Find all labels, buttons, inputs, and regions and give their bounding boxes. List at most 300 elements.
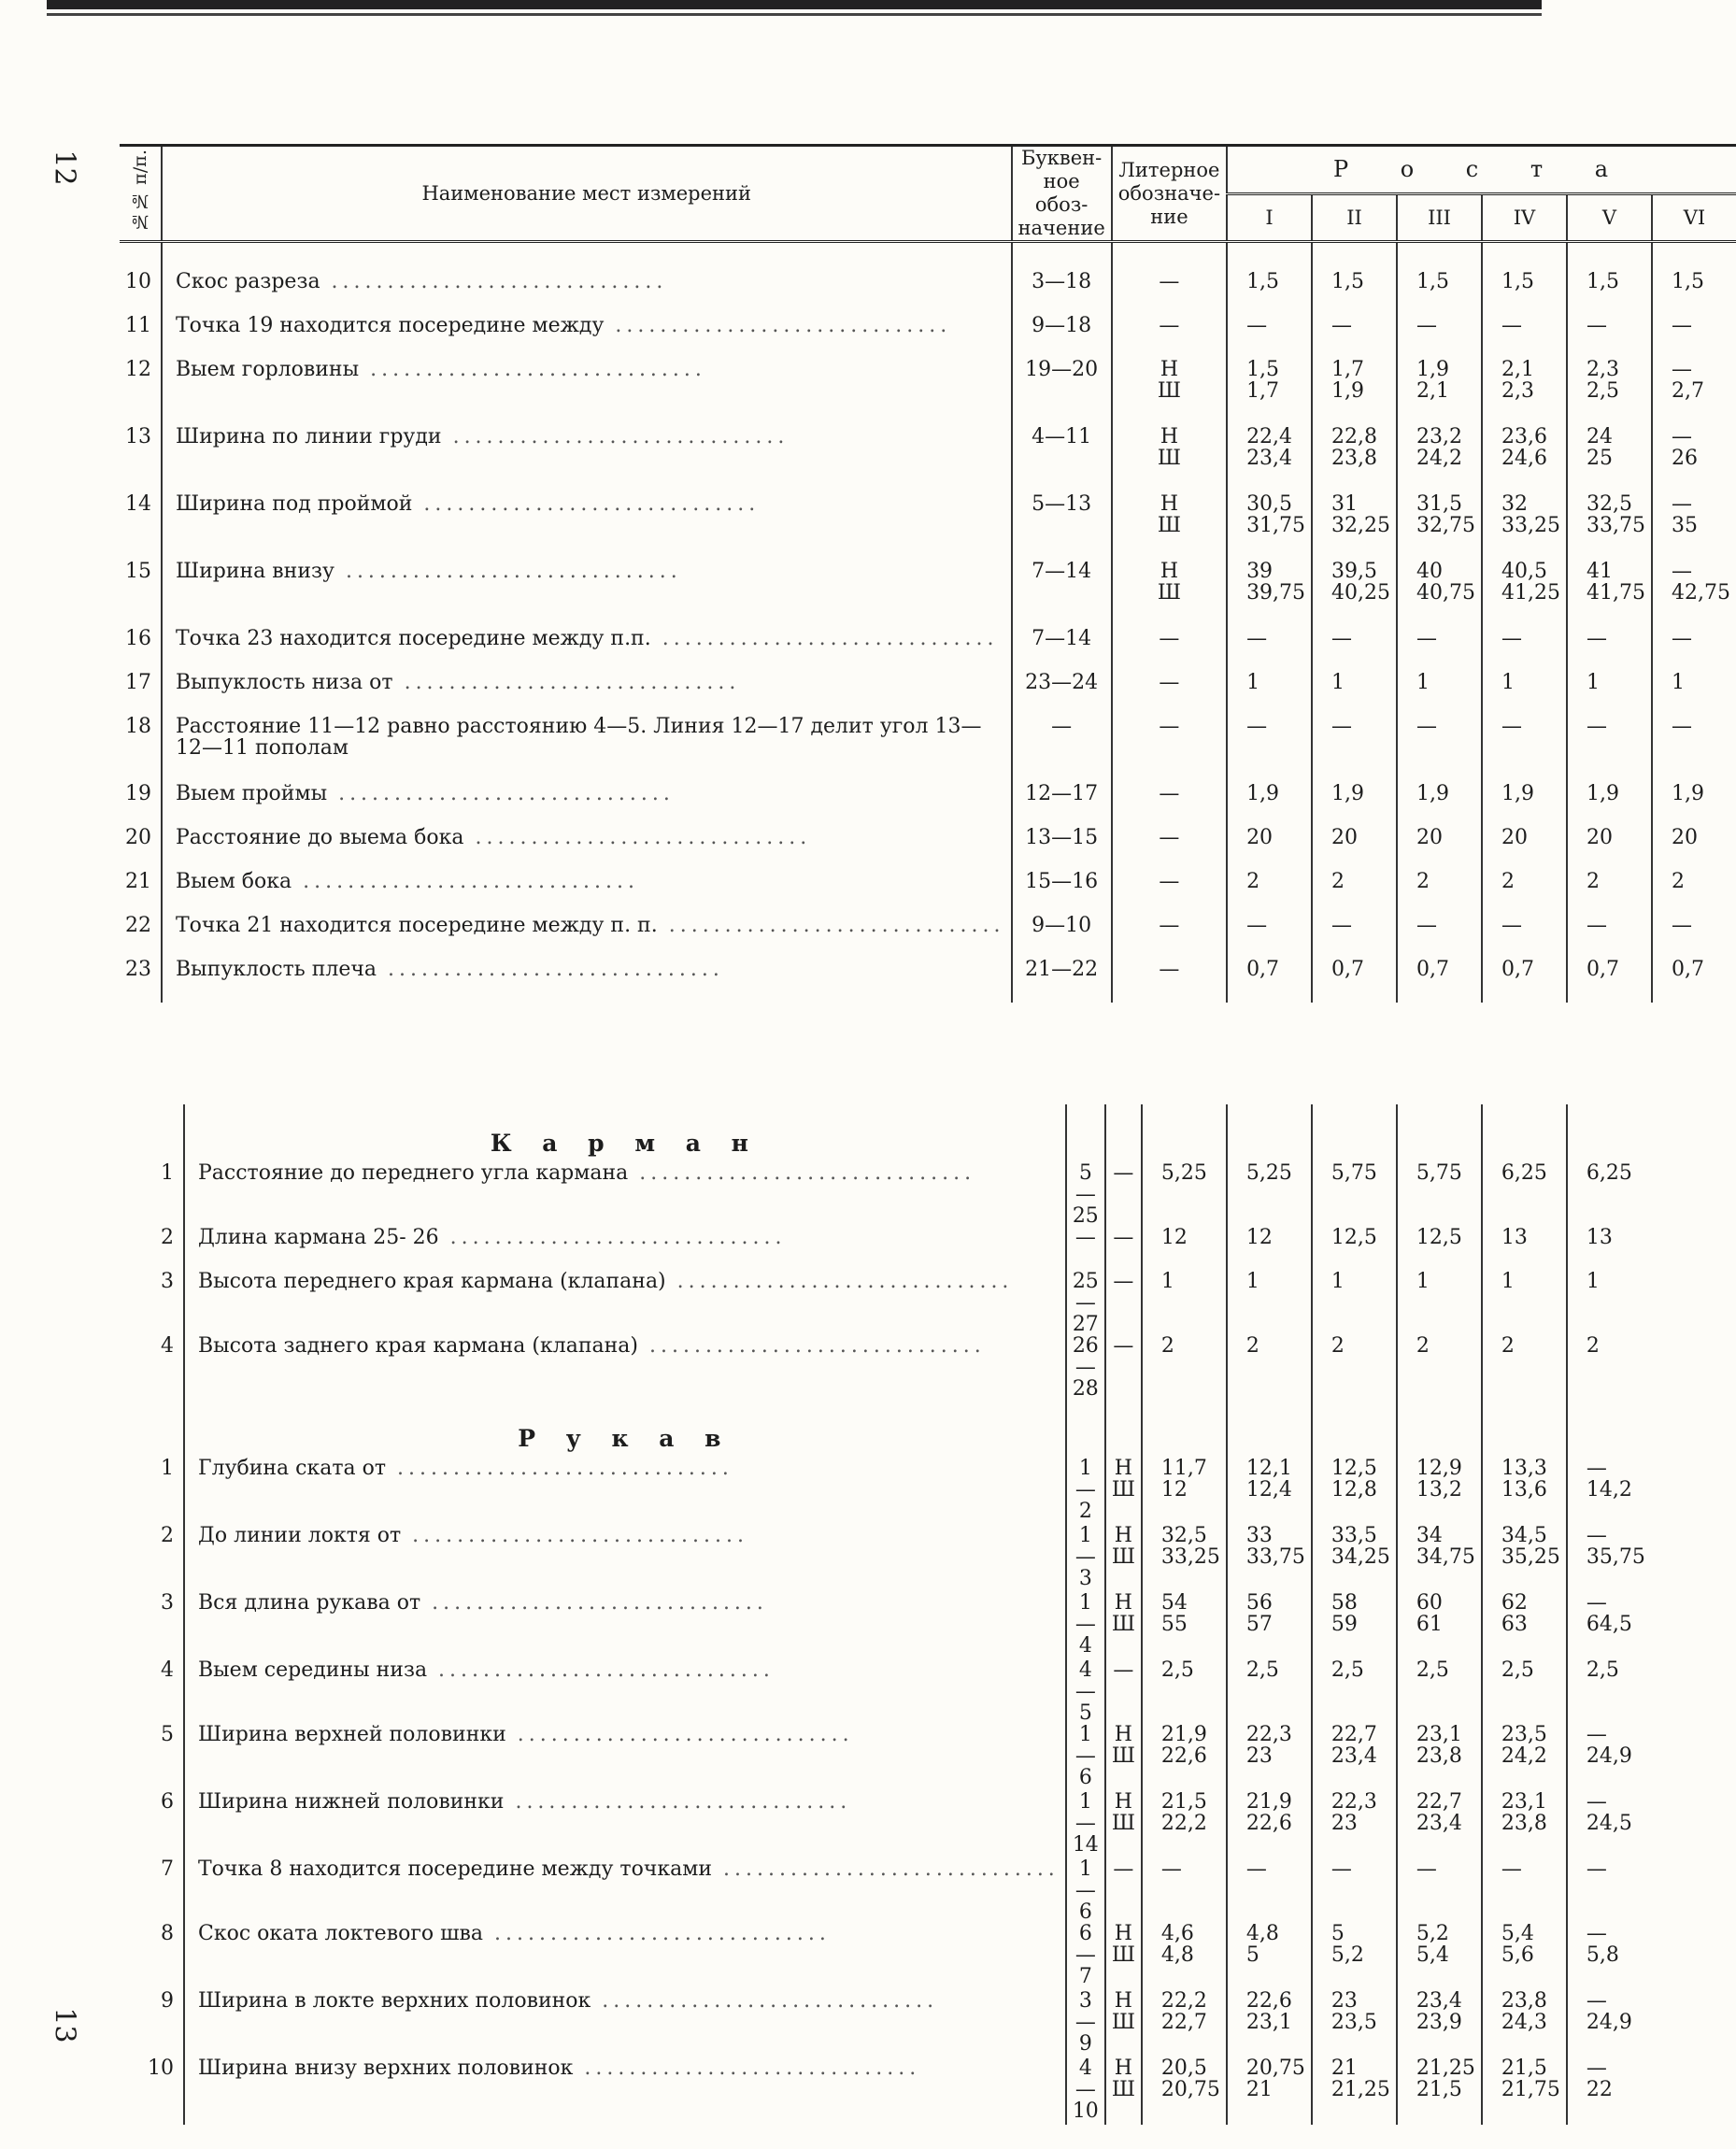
- size-value-4: 1: [1482, 672, 1567, 716]
- table-row: [120, 271, 1736, 315]
- size-value-3: 2,5: [1312, 1659, 1397, 1724]
- header-liter: Литерное обозначе-ние: [1112, 146, 1227, 242]
- liter-code: —: [1112, 871, 1227, 915]
- size-value-1: 2: [1142, 1335, 1227, 1400]
- row-number: 1: [161, 1457, 174, 1480]
- size-value-6: —: [1652, 315, 1736, 359]
- size-value-6: — 24,9: [1567, 1990, 1651, 2057]
- measurement-name: [184, 1592, 1066, 1659]
- size-value-3: 23 23,5: [1312, 1990, 1397, 2057]
- row-number: 15: [125, 560, 151, 583]
- size-value-4: —: [1482, 315, 1567, 359]
- size-value-2: 2,5: [1227, 1659, 1312, 1724]
- size-value-2: 33 33,75: [1227, 1525, 1312, 1592]
- letter-code: 7—14: [1012, 561, 1112, 628]
- size-value-3: 20: [1397, 827, 1482, 871]
- size-value-5: 13,3 13,6: [1482, 1458, 1567, 1525]
- letter-code: 6—7: [1066, 1923, 1105, 1990]
- size-value-2: 1,7 1,9: [1312, 359, 1397, 426]
- section-spacer: [1105, 1104, 1142, 1162]
- row-number: 10: [148, 2056, 174, 2080]
- row-number: 3: [161, 1591, 174, 1615]
- spacer-row: [120, 242, 1736, 272]
- table-row: [142, 1227, 1651, 1271]
- size-value-4: 32 33,25: [1482, 493, 1567, 561]
- size-value-4: 1: [1397, 1271, 1482, 1335]
- leader-dots: ..............................: [401, 1524, 748, 1547]
- size-value-1: 39 39,75: [1227, 561, 1312, 628]
- section-spacer: [1567, 1104, 1651, 1162]
- size-value-4: —: [1482, 628, 1567, 672]
- liter-code: —: [1112, 959, 1227, 1003]
- size-value-3: 21 21,25: [1312, 2057, 1397, 2125]
- size-value-4: 20: [1482, 827, 1567, 871]
- row-number: 21: [125, 870, 151, 893]
- size-value-1: 1: [1142, 1271, 1227, 1335]
- leader-dots: ..............................: [420, 1591, 768, 1615]
- size-value-4: 21,25 21,5: [1397, 2057, 1482, 2125]
- liter-code: Н Ш: [1105, 1923, 1142, 1990]
- size-value-2: 2: [1227, 1335, 1312, 1400]
- measurement-name: [184, 1724, 1066, 1791]
- size-value-2: 20: [1312, 827, 1397, 871]
- table-row: [120, 672, 1736, 716]
- size-value-5: 5,4 5,6: [1482, 1923, 1567, 1990]
- size-value-5: 0,7: [1567, 959, 1652, 1003]
- letter-code: 9—18: [1012, 315, 1112, 359]
- table-row: [142, 1271, 1651, 1335]
- size-value-5: 13: [1482, 1227, 1567, 1271]
- table-row: [142, 1335, 1651, 1400]
- header-size-5: V: [1567, 194, 1652, 242]
- size-value-1: 1,5 1,7: [1227, 359, 1312, 426]
- size-value-3: 33,5 34,25: [1312, 1525, 1397, 1592]
- letter-code: —: [1066, 1227, 1105, 1271]
- leader-dots: ..............................: [377, 958, 724, 981]
- size-value-3: —: [1397, 915, 1482, 959]
- size-value-6: —: [1567, 1858, 1651, 1923]
- size-value-5: 2,5: [1482, 1659, 1567, 1724]
- measurement-name-text: Расстояние до выема бока: [176, 826, 464, 849]
- table-row: [142, 1525, 1651, 1592]
- table-row: [120, 783, 1736, 827]
- size-value-3: —: [1312, 1858, 1397, 1923]
- size-value-1: 20: [1227, 827, 1312, 871]
- table-row: [142, 1990, 1651, 2057]
- letter-code: 3—18: [1012, 271, 1112, 315]
- liter-code: —: [1112, 783, 1227, 827]
- measurement-name: [162, 493, 1012, 561]
- row-number: 14: [125, 492, 151, 516]
- size-value-2: —: [1312, 915, 1397, 959]
- leader-dots: ..............................: [427, 1658, 775, 1682]
- size-value-4: 22,7 23,4: [1397, 1791, 1482, 1858]
- spacer-cell: [1482, 242, 1567, 272]
- measurement-name: [184, 1990, 1066, 2057]
- liter-code: —: [1105, 1858, 1142, 1923]
- size-value-5: 23,5 24,2: [1482, 1724, 1567, 1791]
- letter-code: 1—6: [1066, 1858, 1105, 1923]
- size-value-3: 1: [1312, 1271, 1397, 1335]
- measurement-name: [162, 959, 1012, 1003]
- table-row: [142, 1592, 1651, 1659]
- size-value-5: 6,25: [1482, 1162, 1567, 1227]
- size-value-1: 11,7 12: [1142, 1458, 1227, 1525]
- leader-dots: ..............................: [438, 1226, 787, 1249]
- size-value-5: 62 63: [1482, 1592, 1567, 1659]
- row-number: 6: [161, 1790, 174, 1814]
- size-value-4: —: [1482, 915, 1567, 959]
- table-row: [142, 1724, 1651, 1791]
- spacer-cell: [162, 242, 1012, 272]
- size-value-6: 1,9: [1652, 783, 1736, 827]
- liter-code: —: [1112, 315, 1227, 359]
- size-value-4: 12,9 13,2: [1397, 1458, 1482, 1525]
- size-value-6: 2: [1652, 871, 1736, 915]
- size-value-2: 22,8 23,8: [1312, 426, 1397, 493]
- size-value-5: —: [1567, 315, 1652, 359]
- table-row: [142, 1791, 1651, 1858]
- table-row: [142, 1162, 1651, 1227]
- section-title: К а р м а н: [184, 1104, 1066, 1162]
- row-number: 8: [161, 1922, 174, 1945]
- liter-code: Н Ш: [1105, 1990, 1142, 2057]
- letter-code: 3—9: [1066, 1990, 1105, 2057]
- size-value-6: 6,25: [1567, 1162, 1651, 1227]
- row-number: 1: [161, 1161, 174, 1185]
- size-value-6: 0,7: [1652, 959, 1736, 1003]
- size-value-4: 2: [1397, 1335, 1482, 1400]
- size-value-2: —: [1312, 315, 1397, 359]
- size-value-5: 41 41,75: [1567, 561, 1652, 628]
- liter-code: Н Ш: [1112, 426, 1227, 493]
- size-value-5: 1,5: [1567, 271, 1652, 315]
- measurement-name: [162, 915, 1012, 959]
- liter-code: —: [1112, 716, 1227, 783]
- measurement-name: [162, 871, 1012, 915]
- measurement-name-text: Точка 19 находится посередине между: [176, 314, 605, 337]
- size-value-2: —: [1312, 716, 1397, 783]
- size-value-5: 1: [1567, 672, 1652, 716]
- size-value-1: —: [1142, 1858, 1227, 1923]
- measurement-name-text: Скос оката локтевого шва: [198, 1922, 484, 1945]
- spacer-cell: [120, 242, 162, 272]
- size-value-4: 23,4 23,9: [1397, 1990, 1482, 2057]
- table-row: [120, 359, 1736, 426]
- letter-code: 23—24: [1012, 672, 1112, 716]
- size-value-3: 22,7 23,4: [1312, 1724, 1397, 1791]
- size-value-5: 20: [1567, 827, 1652, 871]
- size-value-6: 13: [1567, 1227, 1651, 1271]
- size-value-4: 34 34,75: [1397, 1525, 1482, 1592]
- size-value-2: 39,5 40,25: [1312, 561, 1397, 628]
- table-row: [142, 1659, 1651, 1724]
- measurement-name-text: Точка 8 находится посередине между точками: [198, 1857, 713, 1881]
- size-value-2: 0,7: [1312, 959, 1397, 1003]
- letter-code: 25—27: [1066, 1271, 1105, 1335]
- measurement-name-text: Ширина в локте верхних половинок: [198, 1989, 591, 2013]
- letter-code: 26—28: [1066, 1335, 1105, 1400]
- table-row: [120, 315, 1736, 359]
- size-value-3: 22,3 23: [1312, 1791, 1397, 1858]
- section-spacer: [1066, 1400, 1105, 1458]
- row-number: 4: [161, 1334, 174, 1358]
- table-header-row: [120, 146, 1736, 194]
- table-row: [142, 1458, 1651, 1525]
- row-number: 23: [125, 958, 151, 981]
- measurement-name-text: Высота заднего края кармана (клапана): [198, 1334, 638, 1358]
- leader-dots: ..............................: [505, 1723, 854, 1746]
- size-value-3: 0,7: [1397, 959, 1482, 1003]
- size-value-3: 12,5: [1312, 1227, 1397, 1271]
- size-value-3: 1: [1397, 672, 1482, 716]
- row-number: 5: [161, 1723, 174, 1746]
- row-number: 12: [125, 358, 151, 381]
- row-number: 7: [161, 1857, 174, 1881]
- section-spacer: [1397, 1400, 1482, 1458]
- size-value-3: 1,9 2,1: [1397, 359, 1482, 426]
- measurement-name: [162, 672, 1012, 716]
- row-number: 9: [161, 1989, 174, 2013]
- page-number-bottom: 13: [48, 2007, 81, 2043]
- spacer-cell: [1012, 242, 1112, 272]
- measurement-name-text: Точка 21 находится посередине между п. п.: [176, 914, 658, 937]
- size-value-1: 4,6 4,8: [1142, 1923, 1227, 1990]
- liter-code: Н Ш: [1112, 561, 1227, 628]
- measurement-name-text: Ширина внизу: [176, 560, 334, 583]
- size-value-2: 2: [1312, 871, 1397, 915]
- measurement-name: [162, 561, 1012, 628]
- letter-code: 15—16: [1012, 871, 1112, 915]
- measurement-name: [184, 1162, 1066, 1227]
- size-value-4: 1,9: [1482, 783, 1567, 827]
- measurement-name: [162, 783, 1012, 827]
- section-title: Р у к а в: [184, 1400, 1066, 1458]
- size-value-3: 1,5: [1397, 271, 1482, 315]
- measurement-name: [184, 1227, 1066, 1271]
- size-value-3: 2: [1397, 871, 1482, 915]
- leader-dots: ..............................: [628, 1161, 976, 1185]
- size-value-6: —: [1652, 628, 1736, 672]
- measurement-name-text: Выем бока: [176, 870, 292, 893]
- size-value-6: —: [1652, 915, 1736, 959]
- leader-dots: ..............................: [657, 914, 1005, 937]
- spacer-cell: [1567, 242, 1652, 272]
- letter-code: 9—10: [1012, 915, 1112, 959]
- size-value-3: 2: [1312, 1335, 1397, 1400]
- row-number: 17: [125, 671, 151, 694]
- row-number: 4: [161, 1658, 174, 1682]
- header-number: №№ п/п.: [129, 149, 150, 232]
- measurement-name-text: Расстояние до переднего угла кармана: [198, 1161, 629, 1185]
- liter-code: —: [1105, 1271, 1142, 1335]
- liter-code: Н Ш: [1105, 1791, 1142, 1858]
- row-number: 3: [161, 1270, 174, 1293]
- table-row: [142, 1923, 1651, 1990]
- row-number: 13: [125, 425, 151, 448]
- size-value-1: 30,5 31,75: [1227, 493, 1312, 561]
- size-value-6: 20: [1652, 827, 1736, 871]
- measurements-table-pocket-sleeve: [142, 1104, 1651, 2125]
- section-spacer: [1227, 1400, 1312, 1458]
- size-value-4: 5,2 5,4: [1397, 1923, 1482, 1990]
- size-value-4: 23,1 23,8: [1397, 1724, 1482, 1791]
- page-number-top: 12: [48, 149, 81, 186]
- measurement-name-text: Глубина ската от: [198, 1457, 387, 1480]
- liter-code: —: [1112, 271, 1227, 315]
- leader-dots: ..............................: [712, 1857, 1060, 1881]
- letter-code: 1—14: [1066, 1791, 1105, 1858]
- size-value-1: 2,5: [1142, 1659, 1227, 1724]
- leader-dots: ..............................: [412, 492, 761, 516]
- size-value-6: 1: [1652, 672, 1736, 716]
- measurement-name: [162, 271, 1012, 315]
- size-value-2: 22,6 23,1: [1227, 1990, 1312, 2057]
- section-row: [142, 1104, 1651, 1162]
- size-value-3: —: [1397, 628, 1482, 672]
- row-number: 10: [125, 270, 151, 293]
- size-value-5: —: [1567, 915, 1652, 959]
- size-value-3: —: [1397, 716, 1482, 783]
- liter-code: Н Ш: [1105, 1458, 1142, 1525]
- leader-dots: ..............................: [392, 671, 741, 694]
- size-value-6: —: [1652, 716, 1736, 783]
- leader-dots: ..............................: [320, 270, 668, 293]
- header-size-3: III: [1397, 194, 1482, 242]
- size-value-1: 32,5 33,25: [1142, 1525, 1227, 1592]
- size-value-2: 22,3 23: [1227, 1724, 1312, 1791]
- measurement-name-text: Расстояние 11—12 равно расстоянию 4—5. Линия 12—17 делит угол 13—12—11 пополам: [176, 715, 982, 760]
- size-value-2: 12: [1227, 1227, 1312, 1271]
- section-row: [142, 1400, 1651, 1458]
- table-row: [120, 561, 1736, 628]
- size-value-6: — 22: [1567, 2057, 1651, 2125]
- measurement-name: [184, 1923, 1066, 1990]
- size-value-4: 23,6 24,6: [1482, 426, 1567, 493]
- size-value-2: 1,9: [1312, 783, 1397, 827]
- row-number: 16: [125, 627, 151, 650]
- measurement-name: [162, 315, 1012, 359]
- leader-dots: ..............................: [292, 870, 639, 893]
- size-value-5: 2,3 2,5: [1567, 359, 1652, 426]
- table-row: [120, 959, 1736, 1003]
- size-value-5: 34,5 35,25: [1482, 1525, 1567, 1592]
- size-value-2: —: [1227, 1858, 1312, 1923]
- liter-code: Н Ш: [1105, 2057, 1142, 2125]
- measurement-name-text: Ширина под проймой: [176, 492, 413, 516]
- measurement-name-text: Выем горловины: [176, 358, 360, 381]
- size-value-6: — 26: [1652, 426, 1736, 493]
- header-letter-code: Буквен-ное обоз-начение: [1012, 146, 1112, 242]
- size-value-2: 1,5: [1312, 271, 1397, 315]
- section-spacer: [142, 1400, 184, 1458]
- size-value-4: 2,5: [1397, 1659, 1482, 1724]
- liter-code: Н Ш: [1112, 493, 1227, 561]
- leader-dots: ..............................: [665, 1270, 1014, 1293]
- section-spacer: [1482, 1400, 1567, 1458]
- section-spacer: [1482, 1104, 1567, 1162]
- letter-code: 5—25: [1066, 1162, 1105, 1227]
- size-value-1: 21,5 22,2: [1142, 1791, 1227, 1858]
- size-value-3: 31,5 32,75: [1397, 493, 1482, 561]
- size-value-5: 2: [1567, 871, 1652, 915]
- measurement-name: [162, 628, 1012, 672]
- size-value-1: 2: [1227, 871, 1312, 915]
- size-value-1: 12: [1142, 1227, 1227, 1271]
- size-value-1: 20,5 20,75: [1142, 2057, 1227, 2125]
- size-value-1: 21,9 22,6: [1142, 1724, 1227, 1791]
- liter-code: Н Ш: [1112, 359, 1227, 426]
- liter-code: Н Ш: [1105, 1525, 1142, 1592]
- size-value-6: — 35: [1652, 493, 1736, 561]
- spacer-cell: [1652, 242, 1736, 272]
- row-number: 11: [125, 314, 151, 337]
- letter-code: 19—20: [1012, 359, 1112, 426]
- section-spacer: [1066, 1104, 1105, 1162]
- measurement-name: [162, 716, 1012, 783]
- size-value-6: — 35,75: [1567, 1525, 1651, 1592]
- measurement-name: [184, 1858, 1066, 1923]
- measurement-name: [184, 1458, 1066, 1525]
- size-value-3: 5,75: [1312, 1162, 1397, 1227]
- size-value-3: 5 5,2: [1312, 1923, 1397, 1990]
- size-value-1: 54 55: [1142, 1592, 1227, 1659]
- section-spacer: [1105, 1400, 1142, 1458]
- measurements-table-main: [120, 144, 1736, 1003]
- letter-code: 12—17: [1012, 783, 1112, 827]
- leader-dots: ..............................: [483, 1922, 831, 1945]
- size-value-6: 2: [1567, 1335, 1651, 1400]
- header-name: Наименование мест измерений: [162, 146, 1012, 242]
- measurement-name: [184, 1335, 1066, 1400]
- measurement-name: [184, 1659, 1066, 1724]
- size-value-4: 40,5 41,25: [1482, 561, 1567, 628]
- letter-code: 21—22: [1012, 959, 1112, 1003]
- size-value-4: 12,5: [1397, 1227, 1482, 1271]
- table-row: [120, 871, 1736, 915]
- size-value-2: 1: [1227, 1271, 1312, 1335]
- size-value-6: — 42,75: [1652, 561, 1736, 628]
- size-value-3: 1,9: [1397, 783, 1482, 827]
- row-number: 20: [125, 826, 151, 849]
- table-row: [120, 827, 1736, 871]
- header-size-6: VI: [1652, 194, 1736, 242]
- measurement-name: [162, 827, 1012, 871]
- table-row: [120, 493, 1736, 561]
- section-spacer: [142, 1104, 184, 1162]
- letter-code: 7—14: [1012, 628, 1112, 672]
- header-size-2: II: [1312, 194, 1397, 242]
- leader-dots: ..............................: [386, 1457, 733, 1480]
- leader-dots: ..............................: [504, 1790, 852, 1814]
- size-value-5: 2: [1482, 1335, 1567, 1400]
- table-row: [120, 426, 1736, 493]
- letter-code: 5—13: [1012, 493, 1112, 561]
- row-number: 2: [161, 1524, 174, 1547]
- size-value-1: 1,5: [1227, 271, 1312, 315]
- leader-dots: ..............................: [441, 425, 790, 448]
- size-value-4: 2,1 2,3: [1482, 359, 1567, 426]
- leader-dots: ..............................: [650, 627, 999, 650]
- table-row: [120, 716, 1736, 783]
- liter-code: —: [1112, 672, 1227, 716]
- size-value-5: 24 25: [1567, 426, 1652, 493]
- size-value-4: 0,7: [1482, 959, 1567, 1003]
- letter-code: 1—6: [1066, 1724, 1105, 1791]
- leader-dots: ..............................: [334, 560, 682, 583]
- top-edge-bar: [47, 0, 1542, 9]
- measurement-name: [162, 359, 1012, 426]
